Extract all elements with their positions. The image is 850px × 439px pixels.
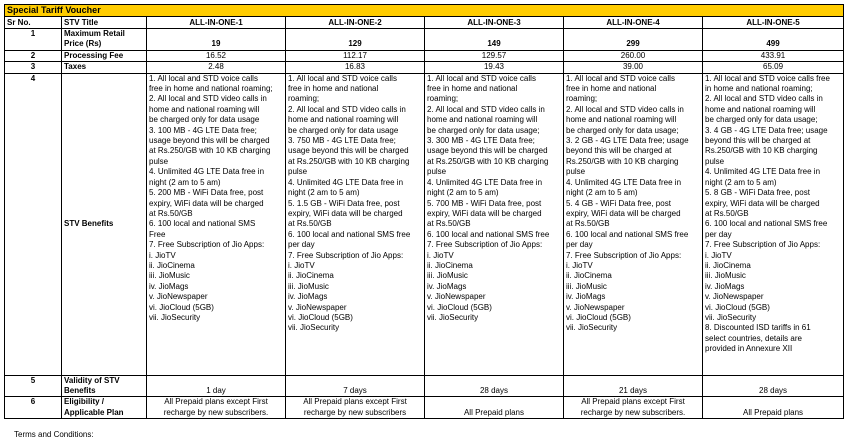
- row-eligibility-label-line2: Applicable Plan: [64, 407, 124, 417]
- header-stv-title: STV Title: [62, 17, 147, 29]
- fee-value: 112.17: [286, 50, 425, 61]
- benefit-line: select countries, details are: [705, 333, 802, 343]
- row-validity-label-line2: Benefits: [64, 386, 96, 396]
- benefits-cell: [286, 73, 425, 375]
- benefit-line: 7. Free Subscription of Jio Apps:: [566, 250, 682, 260]
- benefit-line: iii. JioMusic: [427, 271, 468, 281]
- benefit-line: home and national roaming will: [427, 115, 538, 125]
- benefit-line: roaming;: [288, 94, 320, 104]
- benefit-line: 1. All local and STD voice calls: [288, 73, 397, 83]
- header-plan-3: ALL-IN-ONE-3: [425, 17, 564, 29]
- benefit-line: 6. 100 local and national SMS: [149, 219, 256, 229]
- benefit-line: in home and national roaming;: [705, 84, 813, 94]
- benefits-cell: [147, 73, 286, 375]
- row-mrp-sr: 1: [5, 29, 62, 51]
- benefit-line: 2. All local and STD video calls in: [566, 104, 684, 114]
- row-taxes-sr: 3: [5, 62, 62, 73]
- fee-value: 129.57: [425, 50, 564, 61]
- benefit-line: Rs.250/GB with 10 KB charging: [705, 146, 818, 156]
- benefit-line: vi. JioCloud (5GB): [566, 312, 631, 322]
- taxes-value: 16.83: [286, 62, 425, 73]
- benefit-line: 4. Unlimited 4G LTE Data free in: [149, 167, 265, 177]
- benefit-line: night (2 am to 5 am): [566, 188, 638, 198]
- eligibility-line: recharge by new subscribers.: [580, 407, 686, 417]
- benefit-line: pulse: [149, 156, 169, 166]
- benefit-line: v. JioNewspaper: [705, 292, 764, 302]
- fee-value: 16.52: [147, 50, 286, 61]
- benefit-line: iii. JioMusic: [566, 281, 607, 291]
- benefit-line: 7. Free Subscription of Jio Apps:: [288, 250, 404, 260]
- benefit-line: vii. JioSecurity: [427, 312, 479, 322]
- benefit-line: at Rs.250/GB with 10 KB charging: [288, 156, 410, 166]
- row-eligibility: [5, 397, 844, 419]
- benefit-line: iv. JioMags: [149, 281, 189, 291]
- header-plan-2: ALL-IN-ONE-2: [286, 17, 425, 29]
- row-taxes: [5, 62, 844, 73]
- benefit-line: v. JioNewspaper: [427, 292, 486, 302]
- benefit-line: i. JioTV: [288, 260, 315, 270]
- benefit-line: roaming;: [427, 94, 459, 104]
- row-eligibility-sr: 6: [5, 397, 62, 419]
- benefit-line: iv. JioMags: [566, 292, 606, 302]
- benefit-line: Rs.250/GB with 10 KB charging: [566, 156, 679, 166]
- row-stv-benefits: [5, 73, 844, 375]
- benefit-line: per day: [566, 240, 593, 250]
- benefit-line: 3. 100 MB - 4G LTE Data free;: [149, 125, 257, 135]
- benefit-line: at Rs.250/GB with 10 KB charging: [149, 146, 271, 156]
- row-fee-sr: 2: [5, 50, 62, 61]
- row-eligibility-label: [62, 397, 147, 419]
- benefit-line: pulse: [427, 167, 447, 177]
- header-row: [5, 17, 844, 29]
- benefit-line: pulse: [566, 167, 586, 177]
- benefit-line: night (2 am to 5 am): [705, 177, 777, 187]
- eligibility-cell: [286, 397, 425, 419]
- benefit-line: beyond this will be charged at: [566, 146, 672, 156]
- row-fee-label: Processing Fee: [62, 50, 147, 61]
- benefit-line: vii. JioSecurity: [149, 312, 201, 322]
- row-eligibility-label-line1: Eligibility /: [64, 397, 105, 407]
- benefit-line: 3. 300 MB - 4G LTE Data free;: [427, 136, 535, 146]
- benefit-line: per day: [288, 240, 315, 250]
- row-validity-label: [62, 375, 147, 397]
- benefit-line: night (2 am to 5 am): [288, 188, 360, 198]
- benefit-line: 6. 100 local and national SMS free: [705, 219, 828, 229]
- row-processing-fee: [5, 50, 844, 61]
- eligibility-line: [705, 397, 841, 407]
- benefit-line: i. JioTV: [705, 250, 732, 260]
- benefit-line: ii. JioCinema: [288, 271, 334, 281]
- benefit-line: beyond this will be charged at: [705, 136, 811, 146]
- eligibility-line: All Prepaid plans except First: [303, 397, 407, 407]
- benefit-line: vii. JioSecurity: [705, 312, 757, 322]
- benefit-line: i. JioTV: [566, 260, 593, 270]
- benefit-line: roaming;: [566, 94, 598, 104]
- mrp-value: 499: [703, 29, 844, 51]
- benefit-line: home and national roaming will: [705, 104, 816, 114]
- benefit-line: 7. Free Subscription of Jio Apps:: [149, 240, 265, 250]
- tariff-table: [4, 4, 844, 419]
- benefit-line: 5. 200 MB - WiFi Data free, post: [149, 188, 264, 198]
- benefit-line: vi. JioCloud (5GB): [149, 302, 214, 312]
- header-sr-no: Sr No.: [5, 17, 62, 29]
- benefit-line: ii. JioCinema: [705, 260, 751, 270]
- eligibility-line: [427, 397, 561, 407]
- benefit-line: per day: [705, 229, 732, 239]
- eligibility-line: All Prepaid plans: [743, 407, 804, 417]
- benefit-line: at Rs.50/GB: [566, 219, 610, 229]
- benefit-line: 3. 750 MB - 4G LTE Data free;: [288, 136, 396, 146]
- taxes-value: 2.48: [147, 62, 286, 73]
- benefit-line: at Rs.250/GB with 10 KB charging: [427, 156, 549, 166]
- benefit-line: Free: [149, 229, 166, 239]
- benefit-line: i. JioTV: [149, 250, 176, 260]
- benefit-line: iii. JioMusic: [288, 281, 329, 291]
- mrp-value: 149: [425, 29, 564, 51]
- benefit-line: 6. 100 local and national SMS free: [427, 229, 550, 239]
- benefit-line: at Rs.50/GB: [288, 219, 332, 229]
- benefit-line: v. JioNewspaper: [149, 292, 208, 302]
- benefit-line: 7. Free Subscription of Jio Apps:: [705, 240, 821, 250]
- taxes-value: 19.43: [425, 62, 564, 73]
- benefit-line: at Rs.50/GB: [427, 219, 471, 229]
- row-mrp-label-line1: Maximum Retail: [64, 29, 125, 38]
- benefit-line: provided in Annexure XII: [705, 344, 793, 354]
- benefit-line: 3. 4 GB - 4G LTE Data free; usage: [705, 125, 828, 135]
- benefit-line: 6. 100 local and national SMS free: [288, 229, 411, 239]
- eligibility-cell: [147, 397, 286, 419]
- row-mrp: [5, 29, 844, 51]
- validity-value: 21 days: [564, 375, 703, 397]
- benefit-line: usage beyond this will be charged: [149, 136, 270, 146]
- benefit-line: night (2 am to 5 am): [427, 188, 499, 198]
- mrp-value: 129: [286, 29, 425, 51]
- row-validity-sr: 5: [5, 375, 62, 397]
- taxes-value: 39.00: [564, 62, 703, 73]
- benefit-line: 7. Free Subscription of Jio Apps:: [427, 240, 543, 250]
- benefit-line: expiry, WiFi data will be charged: [427, 208, 542, 218]
- benefit-line: 2. All local and STD video calls in: [427, 104, 545, 114]
- benefit-line: 2. All local and STD video calls in: [705, 94, 823, 104]
- fee-value: 260.00: [564, 50, 703, 61]
- benefit-line: free in home and national: [288, 84, 379, 94]
- benefit-line: be charged only for data usage;: [566, 125, 679, 135]
- benefit-line: vii. JioSecurity: [288, 323, 340, 333]
- benefit-line: 4. Unlimited 4G LTE Data free in: [427, 177, 543, 187]
- benefit-line: pulse: [705, 156, 725, 166]
- row-taxes-label: Taxes: [62, 62, 147, 73]
- benefit-line: 2. All local and STD video calls in: [288, 104, 406, 114]
- benefit-line: home and national roaming will: [149, 104, 260, 114]
- benefit-line: 4. Unlimited 4G LTE Data free in: [566, 177, 682, 187]
- benefit-line: ii. JioCinema: [149, 260, 195, 270]
- mrp-value: 19: [147, 29, 286, 51]
- mrp-value: 299: [564, 29, 703, 51]
- header-plan-5: ALL-IN-ONE-5: [703, 17, 844, 29]
- benefit-line: iii. JioMusic: [149, 271, 190, 281]
- benefit-line: pulse: [288, 167, 308, 177]
- eligibility-cell: [564, 397, 703, 419]
- benefit-line: free in home and national roaming;: [149, 84, 273, 94]
- table-title: Special Tariff Voucher: [5, 5, 844, 17]
- benefit-line: 1. All local and STD voice calls: [427, 73, 536, 83]
- terms-heading: Terms and Conditions:: [14, 430, 94, 439]
- eligibility-line: All Prepaid plans except First: [581, 397, 685, 407]
- benefit-line: 5. 1.5 GB - WiFi Data free, post: [288, 198, 400, 208]
- benefit-line: vi. JioCloud (5GB): [705, 302, 770, 312]
- eligibility-cell: [703, 397, 844, 419]
- benefit-line: be charged only for data usage: [288, 125, 399, 135]
- benefit-line: iv. JioMags: [427, 281, 467, 291]
- benefit-line: v. JioNewspaper: [566, 302, 625, 312]
- benefit-line: 8. Discounted ISD tariffs in 61: [705, 323, 811, 333]
- benefit-line: usage beyond this will be charged: [288, 146, 409, 156]
- taxes-value: 65.09: [703, 62, 844, 73]
- row-mrp-label: [62, 29, 147, 51]
- benefit-line: ii. JioCinema: [566, 271, 612, 281]
- benefit-line: iv. JioMags: [288, 292, 328, 302]
- row-mrp-label-line2: Price (Rs): [64, 39, 102, 49]
- benefits-cell: [703, 73, 844, 375]
- benefit-line: 1. All local and STD voice calls: [566, 73, 675, 83]
- eligibility-line: recharge by new subscribers.: [163, 407, 269, 417]
- header-plan-1: ALL-IN-ONE-1: [147, 17, 286, 29]
- benefit-line: home and national roaming will: [566, 115, 677, 125]
- benefit-line: 6. 100 local and national SMS free: [566, 229, 689, 239]
- benefit-line: 1. All local and STD voice calls free: [705, 73, 830, 83]
- benefit-line: home and national roaming will: [288, 115, 399, 125]
- benefit-line: be charged only for data usage;: [705, 115, 818, 125]
- validity-value: 28 days: [425, 375, 564, 397]
- benefit-line: expiry, WiFi data will be charged: [288, 208, 403, 218]
- benefit-line: at Rs.50/GB: [705, 208, 749, 218]
- benefit-line: 3. 2 GB - 4G LTE Data free; usage: [566, 136, 689, 146]
- benefit-line: usage beyond this will be charged: [427, 146, 548, 156]
- benefit-line: 4. Unlimited 4G LTE Data free in: [705, 167, 821, 177]
- benefit-line: be charged only for data usage: [149, 115, 260, 125]
- header-plan-4: ALL-IN-ONE-4: [564, 17, 703, 29]
- row-benefits-label: STV Benefits: [62, 73, 147, 375]
- benefit-line: iv. JioMags: [705, 281, 745, 291]
- benefit-line: 5. 8 GB - WiFi Data free, post: [705, 188, 810, 198]
- benefit-line: free in home and national: [427, 84, 518, 94]
- validity-value: 28 days: [703, 375, 844, 397]
- benefit-line: be charged only for data usage;: [427, 125, 540, 135]
- benefit-line: expiry, WiFi data will be charged: [149, 198, 264, 208]
- eligibility-line: All Prepaid plans except First: [164, 397, 268, 407]
- benefit-line: 4. Unlimited 4G LTE Data free in: [288, 177, 404, 187]
- benefit-line: i. JioTV: [427, 250, 454, 260]
- row-validity-label-line1: Validity of STV: [64, 375, 120, 385]
- benefit-line: iii. JioMusic: [705, 271, 746, 281]
- row-validity: [5, 375, 844, 397]
- benefit-line: vii. JioSecurity: [566, 323, 618, 333]
- benefit-line: night (2 am to 5 am): [149, 177, 221, 187]
- benefit-line: vi. JioCloud (5GB): [288, 312, 353, 322]
- title-row: [5, 5, 844, 17]
- eligibility-line: recharge by new subscribers: [303, 407, 407, 417]
- benefits-cell: [564, 73, 703, 375]
- row-benefits-sr: 4: [5, 73, 62, 375]
- benefit-line: 2. All local and STD video calls in: [149, 94, 267, 104]
- benefit-line: free in home and national: [566, 84, 657, 94]
- benefit-line: ii. JioCinema: [427, 260, 473, 270]
- benefit-line: expiry, WiFi data will be charged: [566, 208, 681, 218]
- tariff-document: [4, 4, 844, 419]
- benefit-line: 1. All local and STD voice calls: [149, 73, 258, 83]
- benefit-line: 5. 700 MB - WiFi Data free, post: [427, 198, 542, 208]
- benefit-line: expiry, WiFi data will be charged: [705, 198, 820, 208]
- benefit-line: v. JioNewspaper: [288, 302, 347, 312]
- validity-value: 1 day: [147, 375, 286, 397]
- benefits-cell: [425, 73, 564, 375]
- benefit-line: at Rs.50/GB: [149, 208, 193, 218]
- eligibility-line: All Prepaid plans: [463, 407, 525, 417]
- validity-value: 7 days: [286, 375, 425, 397]
- benefit-line: vi. JioCloud (5GB): [427, 302, 492, 312]
- eligibility-cell: [425, 397, 564, 419]
- fee-value: 433.91: [703, 50, 844, 61]
- benefit-line: 5. 4 GB - WiFi Data free, post: [566, 198, 671, 208]
